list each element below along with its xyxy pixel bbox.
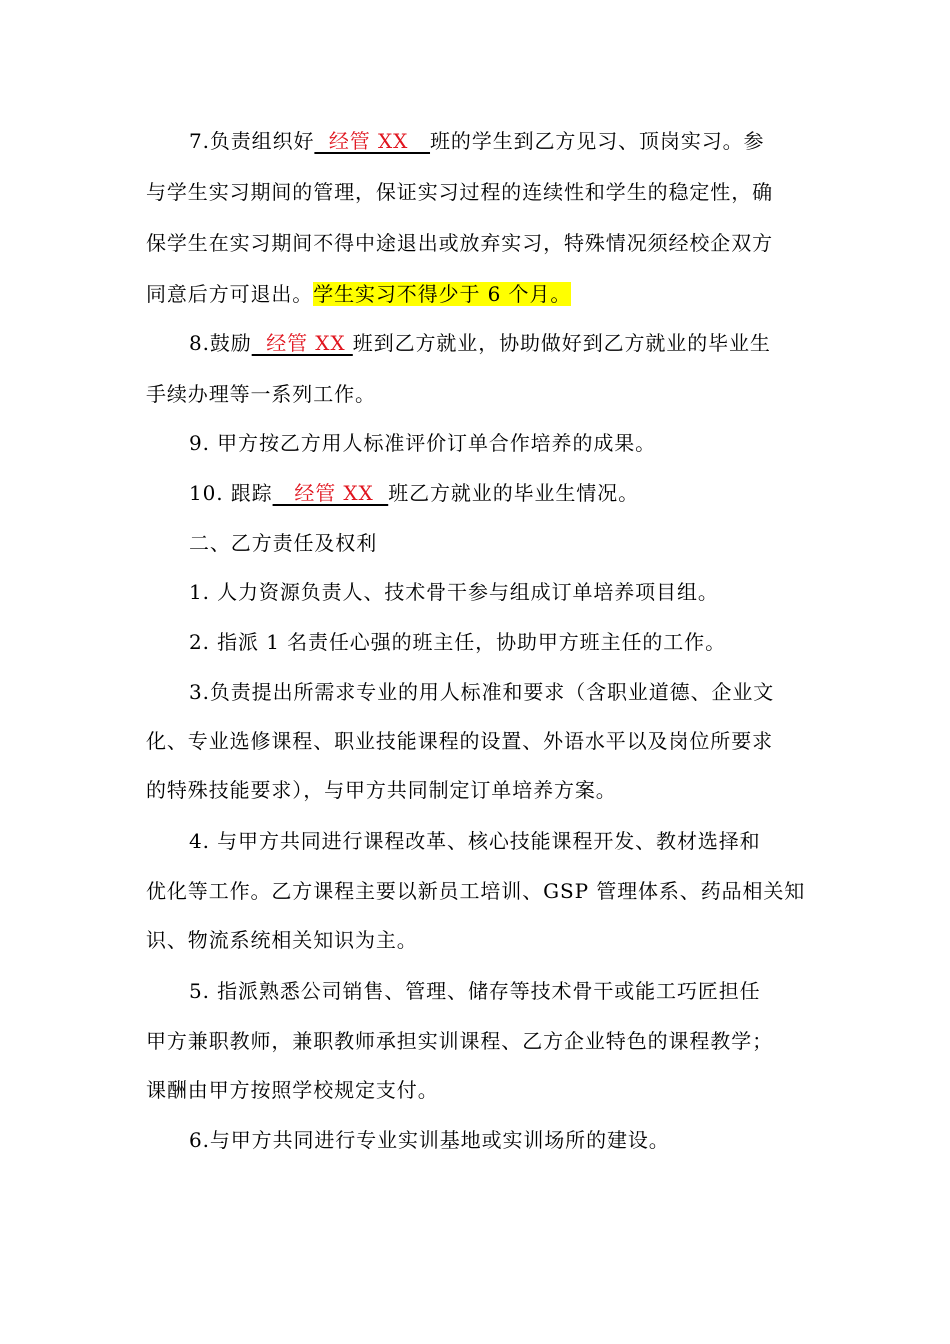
item-7-line-3: 保学生在实习期间不得中途退出或放弃实习，特殊情况须经校企双方: [146, 231, 773, 255]
section-heading-party-b: 二、乙方责任及权利: [189, 531, 378, 555]
item-7-text-end: 同意后方可退出。: [146, 282, 314, 306]
item-7-text: 7.负责组织好: [189, 129, 315, 153]
party-b-item-3-line-1: 3.负责提出所需求专业的用人标准和要求（含职业道德、企业文: [189, 680, 775, 704]
item-7-line-1: [189, 126, 764, 156]
class-name-blank: 经管 XX: [272, 481, 389, 505]
party-b-item-4-line-2: 优化等工作。乙方课程主要以新员工培训、GSP 管理体系、药品相关知: [146, 879, 806, 903]
item-8-line-1: [189, 328, 771, 358]
item-7-line-2: 与学生实习期间的管理，保证实习过程的连续性和学生的稳定性，确: [146, 180, 773, 204]
party-b-item-3-line-3: 的特殊技能要求），与甲方共同制定订单培养方案。: [146, 778, 617, 802]
item-8-line-2: 手续办理等一系列工作。: [146, 382, 376, 406]
item-10-text: 10. 跟踪: [189, 481, 273, 505]
party-b-item-1: 1. 人力资源负责人、技术骨干参与组成订单培养项目组。: [189, 580, 719, 604]
item-10-text-cont: 班乙方就业的毕业生情况。: [388, 481, 640, 505]
party-b-item-4-line-1: 4. 与甲方共同进行课程改革、核心技能课程开发、教材选择和: [189, 829, 761, 853]
item-10: [189, 478, 639, 508]
item-7-text-cont: 班的学生到乙方见习、顶岗实习。参: [430, 129, 765, 153]
item-7-line-4: [146, 279, 571, 309]
highlighted-requirement: 学生实习不得少于 6 个月。: [313, 282, 572, 306]
party-b-item-6: 6.与甲方共同进行专业实训基地或实训场所的建设。: [189, 1128, 670, 1152]
party-b-item-2: 2. 指派 1 名责任心强的班主任，协助甲方班主任的工作。: [189, 630, 726, 654]
party-b-item-5-line-3: 课酬由甲方按照学校规定支付。: [146, 1078, 439, 1102]
class-name-blank: 经管 XX: [314, 129, 431, 153]
party-b-item-5-line-2: 甲方兼职教师，兼职教师承担实训课程、乙方企业特色的课程教学；: [146, 1029, 773, 1053]
party-b-item-5-line-1: 5. 指派熟悉公司销售、管理、储存等技术骨干或能工巧匠担任: [189, 979, 761, 1003]
party-b-item-4-line-3: 识、物流系统相关知识为主。: [146, 928, 418, 952]
party-b-item-3-line-2: 化、专业选修课程、职业技能课程的设置、外语水平以及岗位所要求: [146, 729, 773, 753]
item-9: 9. 甲方按乙方用人标准评价订单合作培养的成果。: [189, 431, 657, 455]
class-name-blank: 经管 XX: [251, 331, 353, 355]
item-8-text: 8.鼓励: [189, 331, 252, 355]
item-8-text-cont: 班到乙方就业，协助做好到乙方就业的毕业生: [352, 331, 771, 355]
